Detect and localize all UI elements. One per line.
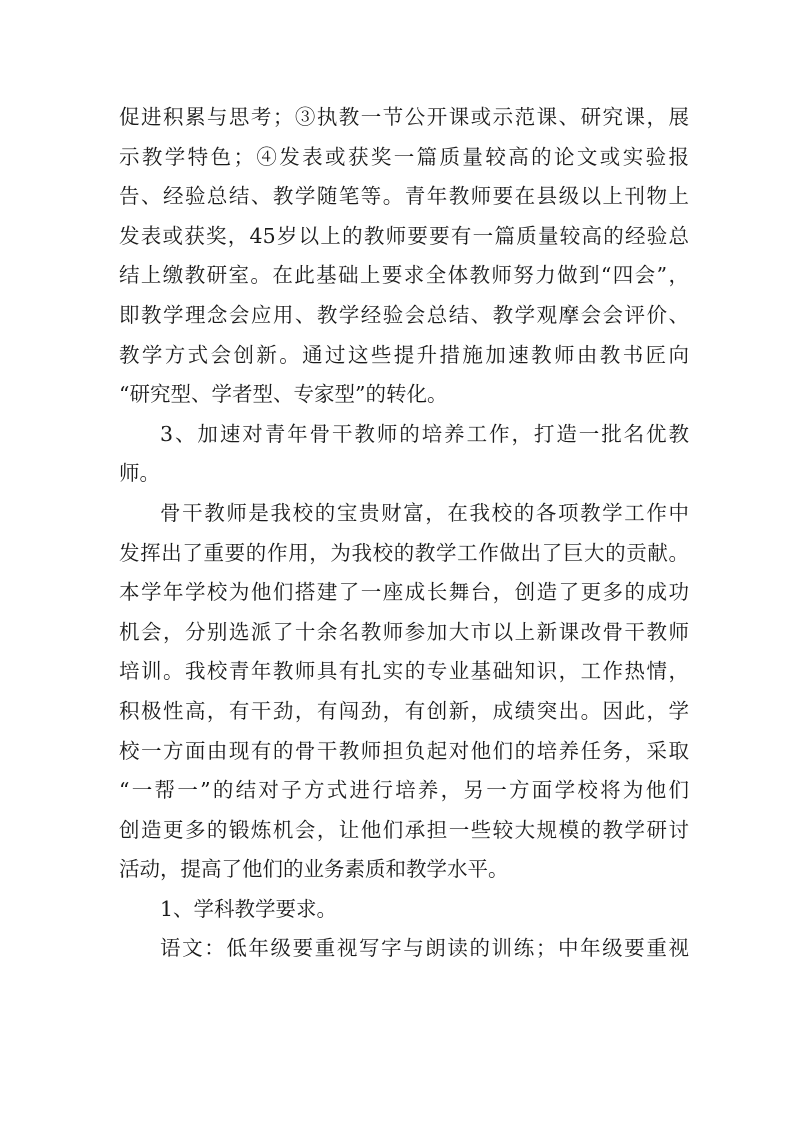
text-line: 机会，分别选派了十余名教师参加大市以上新课改骨干教师 — [119, 619, 689, 644]
text-line: 即教学理念会应用、教学经验会总结、教学观摩会会评价、 — [119, 302, 689, 327]
section-heading: 1、学科教学要求。 — [160, 896, 338, 921]
section-heading: 3、加速对青年骨干教师的培养工作，打造一批名优教 — [160, 421, 689, 446]
text-line: 教学方式会创新。通过这些提升措施加速教师由教书匠向 — [119, 342, 689, 367]
text-line: 促进积累与思考；③执教一节公开课或示范课、研究课，展 — [119, 105, 689, 129]
text-line: 发表或获奖，45岁以上的教师要要有一篇质量较高的经验总 — [119, 223, 689, 248]
text-line: 师。 — [119, 461, 160, 486]
text-line: 语文：低年级要重视写字与朗读的训练；中年级要重视 — [160, 936, 689, 961]
text-line: 活动，提高了他们的业务素质和教学水平。 — [119, 857, 509, 882]
text-line: 积极性高，有干劲，有闯劲，有创新，成绩突出。因此，学 — [119, 698, 689, 723]
text-line: 校一方面由现有的骨干教师担负起对他们的培养任务，采取 — [119, 738, 689, 763]
text-line: 结上缴教研室。在此基础上要求全体教师努力做到“四会”， — [119, 263, 689, 288]
text-line: 骨干教师是我校的宝贵财富，在我校的各项教学工作中 — [160, 500, 689, 525]
text-line: 告、经验总结、教学随笔等。青年教师要在县级以上刊物上 — [119, 184, 689, 209]
text-line: 创造更多的锻炼机会，让他们承担一些较大规模的教学研讨 — [119, 817, 689, 842]
body-text — [119, 98, 689, 969]
text-line: “研究型、学者型、专家型”的转化。 — [119, 382, 448, 407]
text-line: 发挥出了重要的作用，为我校的教学工作做出了巨大的贡献。 — [119, 540, 689, 565]
text-line: 示教学特色；④发表或获奖一篇质量较高的论文或实验报 — [119, 144, 689, 169]
text-line: 本学年学校为他们搭建了一座成长舞台，创造了更多的成功 — [119, 580, 689, 605]
text-line: 培训。我校青年教师具有扎实的专业基础知识，工作热情， — [119, 659, 689, 684]
text-line: “一帮一”的结对子方式进行培养，另一方面学校将为他们 — [119, 778, 689, 803]
